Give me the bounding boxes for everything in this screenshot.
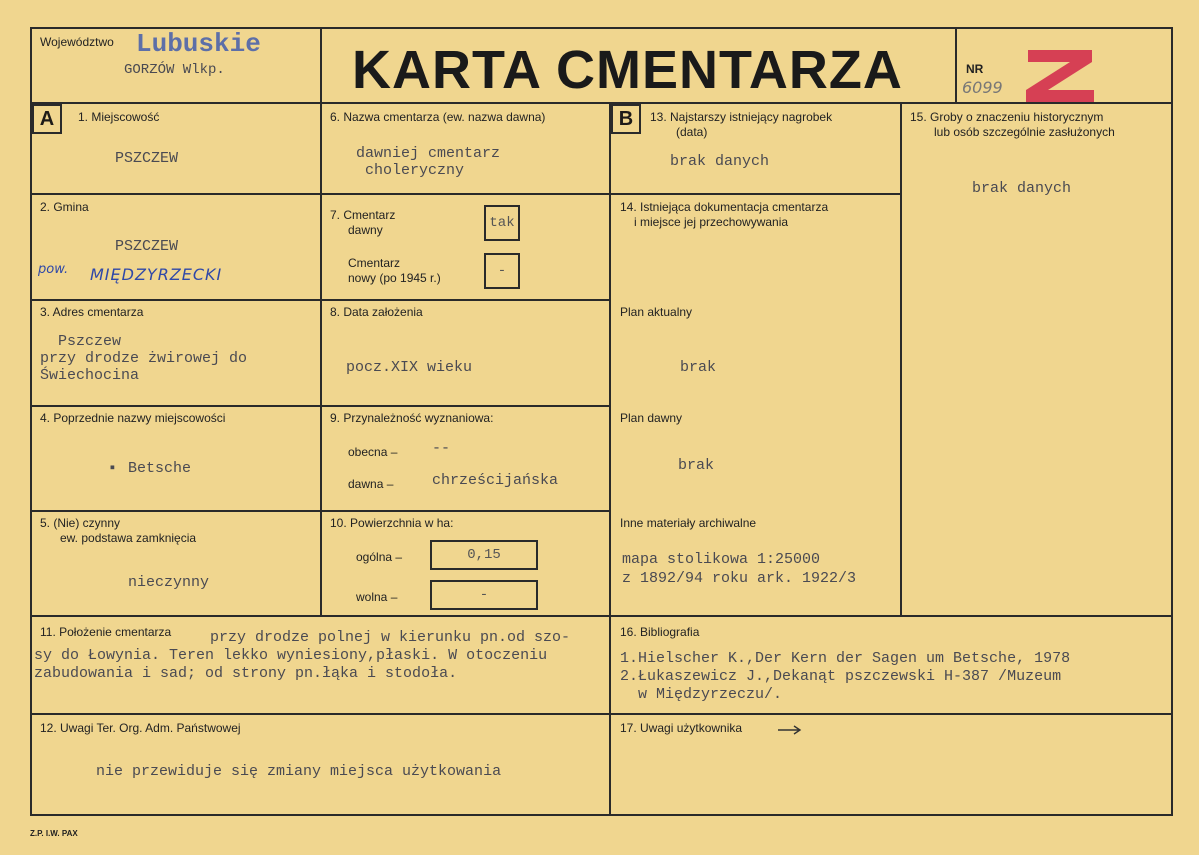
- field-10-ogolna-box: 0,15: [430, 540, 538, 570]
- field-2-pow-prefix: pow.: [38, 262, 69, 277]
- field-1-label: 1. Miejscowość: [78, 110, 160, 124]
- row-rule-4: [30, 510, 610, 512]
- row-rule-13: [609, 193, 901, 195]
- field-16-label: 16. Bibliografia: [620, 625, 700, 639]
- field-4-value-glyph: ▪: [108, 460, 118, 477]
- nr-handwritten: 6099: [962, 78, 1003, 97]
- field-12-value: nie przewiduje się zmiany miejsca użytkowania: [96, 763, 502, 780]
- plan-aktualny-value: brak: [680, 359, 717, 376]
- card-title: KARTA CMENTARZA: [352, 40, 903, 100]
- field-7-dawny-label-1: 7. Cmentarz: [330, 208, 396, 222]
- row-rule-bottom-1: [30, 615, 1173, 617]
- field-5-label-1: 5. (Nie) czynny: [40, 516, 121, 530]
- wojewodztwo-sub: GORZÓW Wlkp.: [124, 62, 225, 78]
- field-13-value: brak danych: [670, 153, 770, 170]
- nr-label: NR: [966, 62, 984, 76]
- col-divider-2: [609, 102, 611, 816]
- field-8-value: pocz.XIX wieku: [346, 359, 473, 376]
- field-6-label: 6. Nazwa cmentarza (ew. nazwa dawna): [330, 110, 546, 124]
- field-14-label-2: i miejsce jej przechowywania: [634, 215, 789, 229]
- row-rule-1: [30, 193, 610, 195]
- row-rule-bottom-2: [30, 713, 1173, 715]
- field-5-label-2: ew. podstawa zamknięcia: [60, 531, 197, 545]
- col-divider-3: [900, 102, 902, 615]
- field-2-value: PSZCZEW: [115, 238, 179, 255]
- field-13-label-2: (data): [676, 125, 708, 139]
- col-divider-1: [320, 102, 322, 615]
- field-13-label-1: 13. Najstarszy istniejący nagrobek: [650, 110, 833, 124]
- plan-dawny-value: brak: [678, 457, 715, 474]
- field-3-value: Pszczew przy drodze żwirowej do Świechocina: [40, 333, 248, 384]
- header-bottom-rule: [30, 102, 1173, 104]
- header-divider-right: [955, 27, 957, 103]
- field-6-value: dawniej cmentarz choleryczny: [356, 145, 501, 179]
- field-3-label: 3. Adres cmentarza: [40, 305, 144, 319]
- field-16-line-2: 2.Łukaszewicz J.,Dekanąt pszczewski H-387 /Muzeum: [620, 668, 1062, 685]
- field-15-label-2: lub osób szczególnie zasłużonych: [934, 125, 1115, 139]
- plan-aktualny-label: Plan aktualny: [620, 305, 693, 319]
- field-2-label: 2. Gmina: [40, 200, 89, 214]
- field-11-label: 11. Położenie cmentarza: [40, 625, 172, 639]
- field-10-label: 10. Powierzchnia w ha:: [330, 516, 454, 530]
- field-10-ogolna-label: ogólna –: [356, 550, 403, 564]
- row-rule-3: [30, 405, 610, 407]
- field-15-value: brak danych: [972, 180, 1072, 197]
- field-10-wolna-box: -: [430, 580, 538, 610]
- field-4-value: Betsche: [128, 460, 192, 477]
- field-7-nowy-box: -: [484, 253, 520, 289]
- field-9-label: 9. Przynależność wyznaniowa:: [330, 411, 494, 425]
- inne-materialy-value: mapa stolikowa 1:25000 z 1892/94 roku ark. 1922/3: [622, 551, 857, 587]
- field-9-obecna-value: --: [432, 440, 451, 457]
- field-11-line-1: przy drodze polnej w kierunku pn.od szo-: [210, 629, 571, 646]
- field-4-label: 4. Poprzednie nazwy miejscowości: [40, 411, 226, 425]
- field-7-nowy-label-1: Cmentarz: [348, 256, 401, 270]
- field-16-line-3: w Międzyrzeczu/.: [620, 686, 783, 703]
- field-7-dawny-box: tak: [484, 205, 520, 241]
- wojewodztwo-stamp: Lubuskie: [136, 29, 261, 59]
- section-a-letter: A: [32, 104, 62, 134]
- field-8-label: 8. Data założenia: [330, 305, 423, 319]
- header-divider-left: [320, 27, 322, 103]
- field-14-label-1: 14. Istniejąca dokumentacja cmentarza: [620, 200, 829, 214]
- plan-dawny-label: Plan dawny: [620, 411, 683, 425]
- field-11-line-3: zabudowania i sad; od strony pn.łąka i stodoła.: [34, 665, 458, 682]
- field-9-obecna-label: obecna –: [348, 445, 398, 459]
- arrow-mark-icon: [776, 725, 804, 735]
- field-1-value: PSZCZEW: [115, 150, 179, 167]
- field-10-wolna-label: wolna –: [356, 590, 398, 604]
- field-17-label: 17. Uwagi użytkownika: [620, 721, 743, 735]
- field-9-dawna-value: chrześcijańska: [432, 472, 559, 489]
- field-2-pow-value: MIĘDZYRZECKI: [90, 265, 223, 284]
- field-11-line-2: sy do Łowynia. Teren lekko wyniesiony,płaski. W otoczeniu: [34, 647, 548, 664]
- red-z-mark: [1020, 44, 1100, 106]
- field-12-label: 12. Uwagi Ter. Org. Adm. Państwowej: [40, 721, 241, 735]
- row-rule-2: [30, 299, 610, 301]
- field-9-dawna-label: dawna –: [348, 477, 394, 491]
- field-16-line-1: 1.Hielscher K.,Der Kern der Sagen um Betsche, 1978: [620, 650, 1071, 667]
- field-15-label-1: 15. Groby o znaczeniu historycznym: [910, 110, 1104, 124]
- printer-imprint: Z.P. I.W. PAX: [30, 829, 78, 838]
- section-b-letter: B: [611, 104, 641, 134]
- field-7-nowy-label-2: nowy (po 1945 r.): [348, 271, 441, 285]
- field-7-dawny-label-2: dawny: [348, 223, 383, 237]
- wojewodztwo-label: Województwo: [40, 35, 114, 49]
- field-5-value: nieczynny: [128, 574, 210, 591]
- inne-materialy-label: Inne materiały archiwalne: [620, 516, 757, 530]
